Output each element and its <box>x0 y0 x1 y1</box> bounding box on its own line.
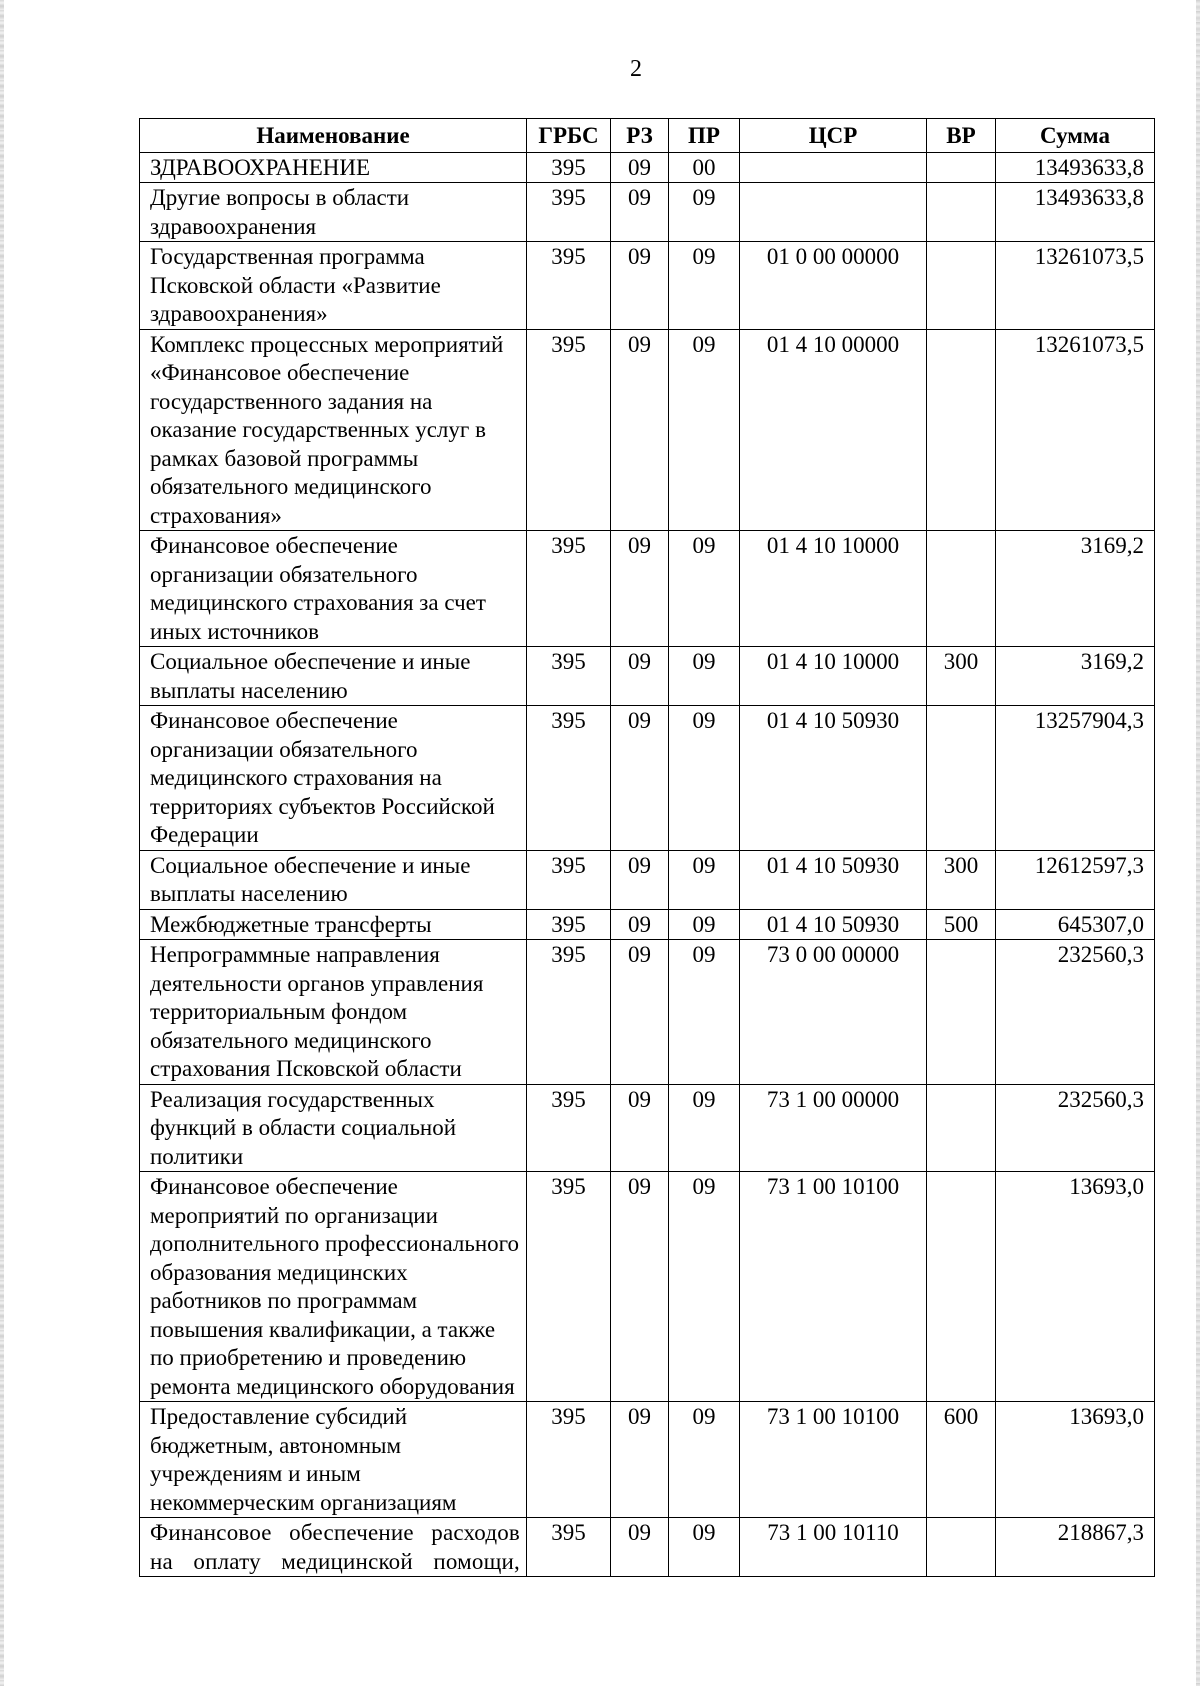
table-row <box>140 152 1155 183</box>
cell-vr <box>927 1084 996 1172</box>
cell-csr: 01 4 10 10000 <box>740 531 927 647</box>
cell-rz: 09 <box>611 531 669 647</box>
table-row <box>140 183 1155 242</box>
cell-vr <box>927 152 996 183</box>
cell-pr: 09 <box>669 1518 740 1577</box>
cell-name: Финансовое обеспечение организации обязательного медицинского страхования за счет иных источников <box>140 531 527 647</box>
cell-sum: 645307,0 <box>996 909 1155 940</box>
cell-vr <box>927 329 996 531</box>
cell-vr <box>927 1172 996 1402</box>
cell-grbs: 395 <box>527 152 611 183</box>
cell-rz: 09 <box>611 706 669 851</box>
cell-pr: 00 <box>669 152 740 183</box>
table-row <box>140 329 1155 531</box>
cell-vr: 300 <box>927 647 996 706</box>
cell-grbs: 395 <box>527 1084 611 1172</box>
cell-grbs: 395 <box>527 647 611 706</box>
cell-grbs: 395 <box>527 1518 611 1577</box>
cell-vr <box>927 531 996 647</box>
cell-csr: 73 1 00 00000 <box>740 1084 927 1172</box>
cell-rz: 09 <box>611 647 669 706</box>
cell-name: Социальное обеспечение и иные выплаты населению <box>140 850 527 909</box>
cell-grbs: 395 <box>527 1172 611 1402</box>
cell-rz: 09 <box>611 242 669 330</box>
header-name: Наименование <box>140 119 527 153</box>
cell-pr: 09 <box>669 1172 740 1402</box>
table-row <box>140 647 1155 706</box>
cell-name: Межбюджетные трансферты <box>140 909 527 940</box>
cell-sum: 13261073,5 <box>996 242 1155 330</box>
cell-rz: 09 <box>611 329 669 531</box>
table-row <box>140 850 1155 909</box>
cell-sum: 13261073,5 <box>996 329 1155 531</box>
cell-csr: 73 1 00 10100 <box>740 1172 927 1402</box>
table-header-row <box>140 119 1155 153</box>
header-grbs: ГРБС <box>527 119 611 153</box>
cell-csr: 01 4 10 50930 <box>740 909 927 940</box>
table-row <box>140 242 1155 330</box>
cell-grbs: 395 <box>527 940 611 1085</box>
cell-pr: 09 <box>669 647 740 706</box>
header-vr: ВР <box>927 119 996 153</box>
cell-grbs: 395 <box>527 1402 611 1518</box>
cell-pr: 09 <box>669 1084 740 1172</box>
cell-pr: 09 <box>669 183 740 242</box>
cell-sum: 12612597,3 <box>996 850 1155 909</box>
cell-name: ЗДРАВООХРАНЕНИЕ <box>140 152 527 183</box>
cell-sum: 13693,0 <box>996 1402 1155 1518</box>
budget-table <box>139 118 1155 1577</box>
cell-name: Государственная программа Псковской области «Развитие здравоохранения» <box>140 242 527 330</box>
cell-csr: 73 0 00 00000 <box>740 940 927 1085</box>
cell-sum: 3169,2 <box>996 647 1155 706</box>
scan-left-edge <box>0 0 4 1686</box>
cell-rz: 09 <box>611 940 669 1085</box>
cell-pr: 09 <box>669 1402 740 1518</box>
cell-csr: 73 1 00 10110 <box>740 1518 927 1577</box>
header-rz: РЗ <box>611 119 669 153</box>
cell-rz: 09 <box>611 1402 669 1518</box>
table-row <box>140 531 1155 647</box>
cell-name: Предоставление субсидий бюджетным, автономным учреждениям и иным некоммерческим организациям <box>140 1402 527 1518</box>
cell-sum: 232560,3 <box>996 940 1155 1085</box>
cell-vr: 300 <box>927 850 996 909</box>
cell-name: Комплекс процессных мероприятий «Финансовое обеспечение государственного задания на оказание государственных услуг в рамках базовой программы обязательного медицинского страхования» <box>140 329 527 531</box>
cell-name: Непрограммные направления деятельности органов управления территориальным фондом обязательного медицинского страхования Псковской области <box>140 940 527 1085</box>
cell-vr <box>927 1518 996 1577</box>
cell-rz: 09 <box>611 152 669 183</box>
table-row <box>140 706 1155 851</box>
cell-csr: 01 4 10 50930 <box>740 850 927 909</box>
cell-rz: 09 <box>611 1084 669 1172</box>
cell-name: Социальное обеспечение и иные выплаты населению <box>140 647 527 706</box>
cell-grbs: 395 <box>527 909 611 940</box>
cell-name: Финансовое обеспечение мероприятий по организации дополнительного профессионального образования медицинских работников по программам повышения квалификации, а также по приобретению и проведению ремонта медицинского оборудования <box>140 1172 527 1402</box>
header-csr: ЦСР <box>740 119 927 153</box>
cell-rz: 09 <box>611 183 669 242</box>
cell-sum: 232560,3 <box>996 1084 1155 1172</box>
cell-rz: 09 <box>611 850 669 909</box>
cell-rz: 09 <box>611 1172 669 1402</box>
cell-rz: 09 <box>611 909 669 940</box>
scan-right-edge <box>1196 0 1200 1686</box>
cell-pr: 09 <box>669 850 740 909</box>
cell-pr: 09 <box>669 329 740 531</box>
cell-sum: 3169,2 <box>996 531 1155 647</box>
table-row <box>140 1518 1155 1577</box>
cell-name: Финансовое обеспечение организации обязательного медицинского страхования на территориях субъектов Российской Федерации <box>140 706 527 851</box>
cell-grbs: 395 <box>527 242 611 330</box>
cell-rz: 09 <box>611 1518 669 1577</box>
cell-grbs: 395 <box>527 329 611 531</box>
cell-grbs: 395 <box>527 531 611 647</box>
cell-grbs: 395 <box>527 706 611 851</box>
cell-csr: 73 1 00 10100 <box>740 1402 927 1518</box>
table-row <box>140 1172 1155 1402</box>
table-row <box>140 940 1155 1085</box>
cell-csr <box>740 152 927 183</box>
cell-name: Другие вопросы в области здравоохранения <box>140 183 527 242</box>
cell-vr <box>927 242 996 330</box>
cell-sum: 218867,3 <box>996 1518 1155 1577</box>
cell-name: Реализация государственных функций в области социальной политики <box>140 1084 527 1172</box>
cell-sum: 13257904,3 <box>996 706 1155 851</box>
cell-sum: 13493633,8 <box>996 183 1155 242</box>
cell-grbs: 395 <box>527 850 611 909</box>
table-row <box>140 1402 1155 1518</box>
cell-pr: 09 <box>669 531 740 647</box>
cell-pr: 09 <box>669 242 740 330</box>
cell-csr: 01 4 10 00000 <box>740 329 927 531</box>
page-number: 2 <box>630 56 642 82</box>
table-row <box>140 909 1155 940</box>
cell-pr: 09 <box>669 909 740 940</box>
cell-vr: 600 <box>927 1402 996 1518</box>
cell-name: Финансовое обеспечение расходов на оплату медицинской помощи, <box>140 1518 527 1577</box>
cell-vr <box>927 183 996 242</box>
cell-grbs: 395 <box>527 183 611 242</box>
cell-vr: 500 <box>927 909 996 940</box>
cell-vr <box>927 940 996 1085</box>
cell-csr: 01 4 10 10000 <box>740 647 927 706</box>
header-pr: ПР <box>669 119 740 153</box>
cell-sum: 13693,0 <box>996 1172 1155 1402</box>
cell-pr: 09 <box>669 706 740 851</box>
table-row <box>140 1084 1155 1172</box>
cell-csr: 01 0 00 00000 <box>740 242 927 330</box>
cell-csr <box>740 183 927 242</box>
header-sum: Сумма <box>996 119 1155 153</box>
cell-sum: 13493633,8 <box>996 152 1155 183</box>
cell-pr: 09 <box>669 940 740 1085</box>
cell-csr: 01 4 10 50930 <box>740 706 927 851</box>
cell-vr <box>927 706 996 851</box>
